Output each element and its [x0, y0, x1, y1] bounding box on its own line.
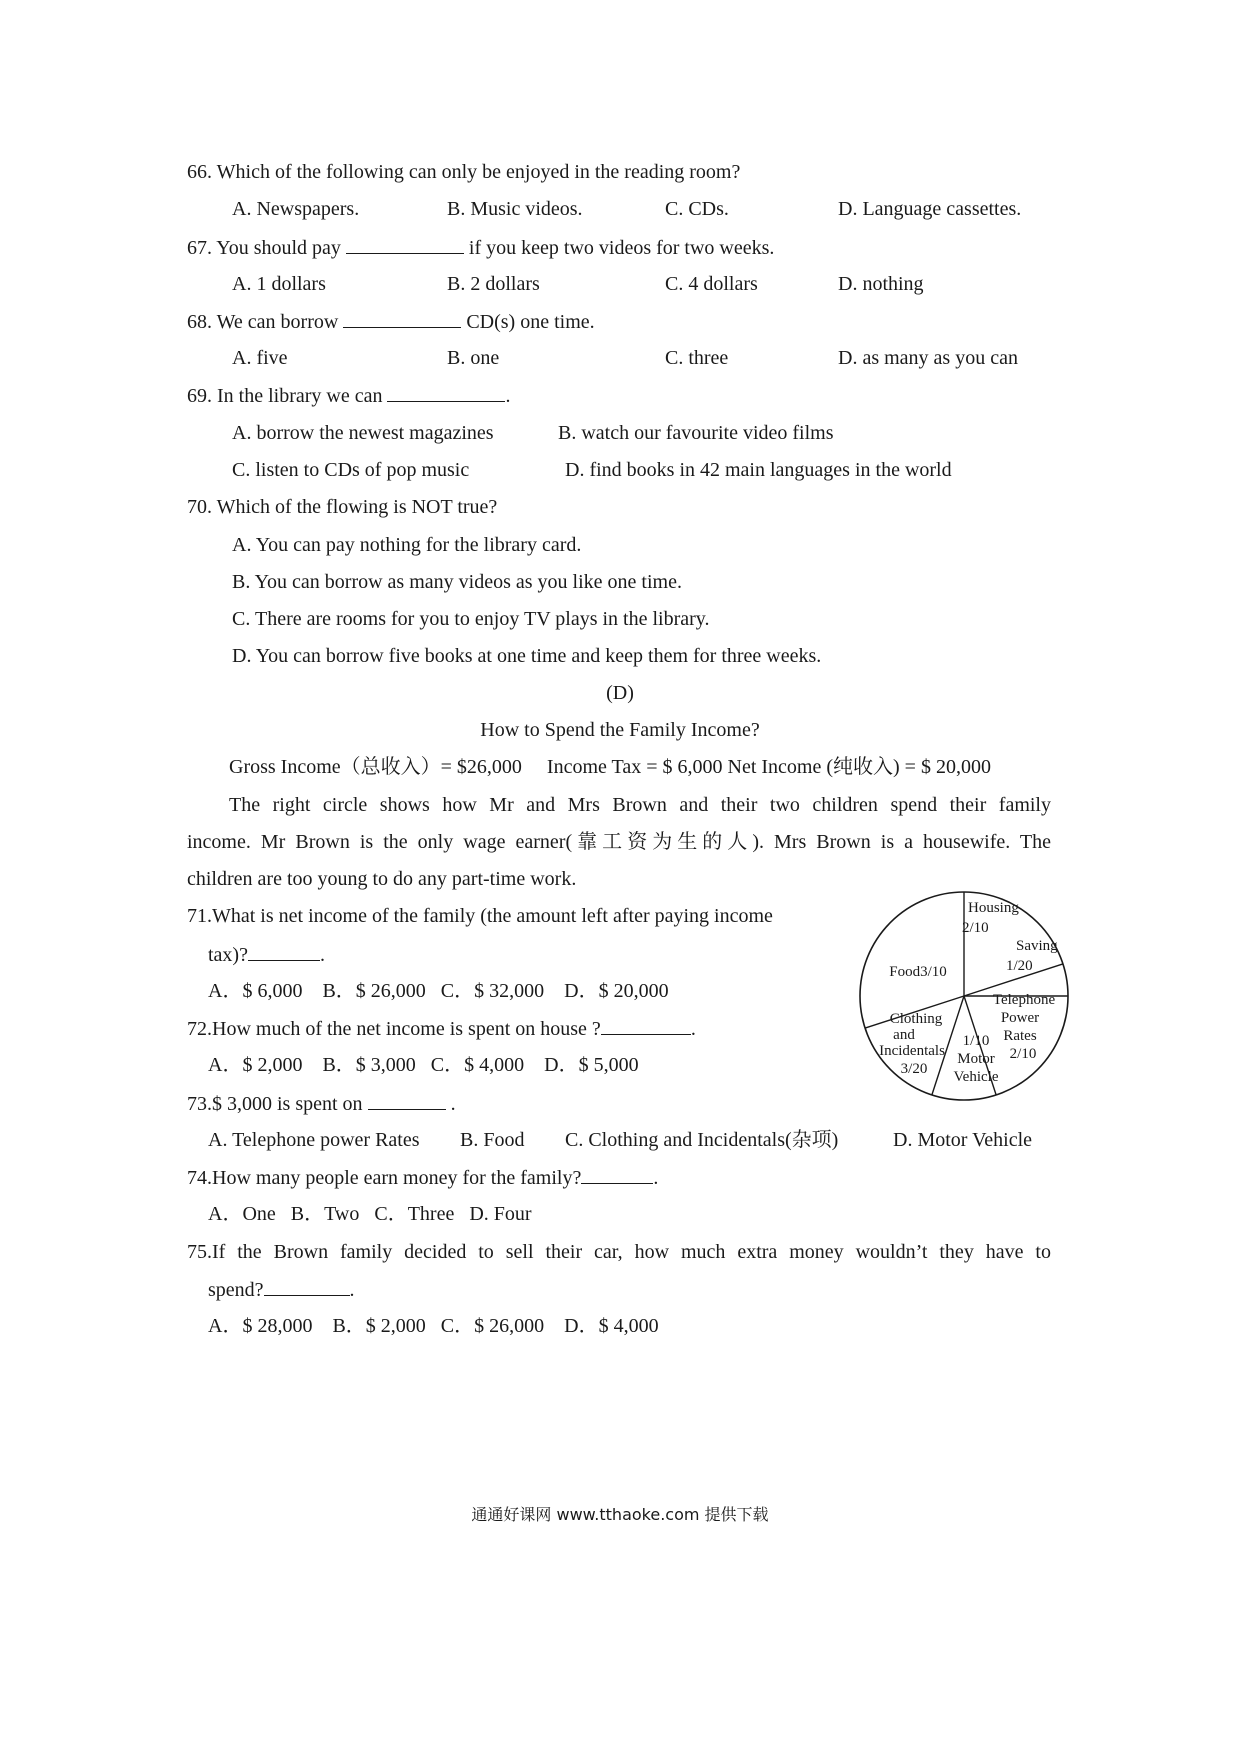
q70-option-c: C. There are rooms for you to enjoy TV plays in the library.: [232, 608, 710, 630]
pie-slice-label: Motor: [957, 1051, 995, 1067]
footer-credit: 通通好课网 www.tthaoke.com 提供下载: [471, 1505, 769, 1524]
pie-slice-label: Saving: [1016, 938, 1058, 954]
pie-slice-label: and: [893, 1027, 915, 1043]
q69-stem: [187, 383, 510, 408]
family-income-pie-chart: [858, 890, 1078, 1102]
q68-stem: [187, 309, 595, 334]
q75-stem-cont: [208, 1277, 355, 1302]
q73-option-b: B. Food: [460, 1129, 525, 1151]
q67-option-a: A. 1 dollars: [232, 273, 326, 295]
pie-slice-label: Rates: [1003, 1028, 1037, 1044]
pie-slice-label: Telephone: [992, 992, 1056, 1008]
q67-answer-blank: [346, 235, 464, 254]
q69-option-c: C. listen to CDs of pop music: [232, 459, 470, 481]
pie-slice-label: Power: [1000, 1010, 1040, 1026]
q73-option-c: C. Clothing and Incidentals(杂项): [565, 1129, 839, 1151]
q72-options: A．$ 2,000 B．$ 3,000 C．$ 4,000 D．$ 5,000: [208, 1054, 639, 1076]
q68-option-b: B. one: [447, 347, 500, 369]
q68-option-c: C. three: [665, 347, 729, 369]
pie-slice-label: Food3/10: [889, 964, 947, 980]
paragraph-line-3: children are too young to do any part-time work.: [187, 868, 577, 890]
section-title: How to Spend the Family Income?: [480, 719, 760, 741]
pie-slice-label: Incidentals: [879, 1043, 945, 1059]
q72-period: .: [690, 1018, 696, 1040]
q67-option-b: B. 2 dollars: [447, 273, 540, 295]
pie-slice-label: 1/10: [962, 1033, 990, 1049]
pie-slice-label: 3/20: [900, 1061, 928, 1077]
q72-stem: [187, 1016, 696, 1041]
q67-stem-end: if you keep two videos for two weeks.: [468, 237, 775, 259]
q73-option-a: A. Telephone power Rates: [208, 1129, 420, 1151]
q74-answer-blank: [581, 1165, 653, 1184]
q68-stem-start: 68. We can borrow: [187, 311, 339, 333]
pie-slice-label: 1/20: [1006, 958, 1033, 974]
q69-answer-blank: [387, 383, 505, 402]
q75-answer-blank: [264, 1277, 350, 1296]
pie-slice-label: Housing: [968, 900, 1019, 916]
q73-period: .: [450, 1093, 456, 1115]
q67-stem-start: 67. You should pay: [187, 237, 341, 259]
q67-option-d: D. nothing: [838, 273, 924, 295]
q74-period: .: [653, 1167, 659, 1189]
q68-answer-blank: [343, 309, 461, 328]
q69-option-d: D. find books in 42 main languages in the world: [565, 459, 952, 481]
q71-period: .: [319, 944, 325, 966]
q68-option-d: D. as many as you can: [838, 347, 1018, 369]
q70-option-a: A. You can pay nothing for the library card.: [232, 534, 582, 556]
q70-stem: 70. Which of the flowing is NOT true?: [187, 496, 498, 518]
q71-stem-end-text: tax)?: [208, 944, 248, 966]
q75-period: .: [349, 1279, 355, 1301]
q73-answer-blank: [368, 1091, 446, 1110]
q66-option-c: C. CDs.: [665, 198, 729, 220]
q66-stem: 66. Which of the following can only be enjoyed in the reading room?: [187, 161, 741, 183]
q71-stem: 71.What is net income of the family (the amount left after paying income: [187, 905, 773, 927]
q71-options: A．$ 6,000 B．$ 26,000 C．$ 32,000 D．$ 20,000: [208, 980, 669, 1002]
q68-stem-end: CD(s) one time.: [466, 311, 595, 333]
q73-stem-text: 73.$ 3,000 is spent on: [187, 1093, 363, 1115]
q70-option-b: B. You can borrow as many videos as you like one time.: [232, 571, 682, 593]
q69-stem-end: .: [505, 385, 511, 407]
q73-option-d: D. Motor Vehicle: [893, 1129, 1033, 1151]
paragraph-line-1: The right circle shows how Mr and Mrs Brown and their two children spend their family: [229, 794, 1051, 816]
paragraph-line-2: income. Mr Brown is the only wage earner(靠工资为生的人). Mrs Brown is a housewife. The: [187, 831, 1051, 853]
income-summary: Gross Income（总收入）= $26,000 Income Tax = $ 6,000 Net Income (纯收入) = $ 20,000: [229, 756, 991, 778]
section-label: (D): [606, 682, 634, 704]
q69-stem-start: 69. In the library we can: [187, 385, 383, 407]
q73-stem: [187, 1091, 456, 1116]
q69-option-a: A. borrow the newest magazines: [232, 422, 494, 444]
q66-option-d: D. Language cassettes.: [838, 198, 1022, 220]
q74-options: A．One B．Two C．Three D. Four: [208, 1203, 532, 1225]
q68-option-a: A. five: [232, 347, 288, 369]
q67-stem: [187, 235, 774, 260]
pie-slice-label: Vehicle: [953, 1069, 999, 1085]
q75-options: A．$ 28,000 B．$ 2,000 C．$ 26,000 D．$ 4,000: [208, 1315, 659, 1337]
q74-stem-text: 74.How many people earn money for the family?: [187, 1167, 582, 1189]
pie-slice-label: 2/10: [962, 920, 989, 936]
q71-answer-blank: [248, 942, 320, 961]
q66-option-a: A. Newspapers.: [232, 198, 360, 220]
pie-slice-label: Clothing: [889, 1011, 943, 1027]
q69-option-b: B. watch our favourite video films: [558, 422, 834, 444]
q67-option-c: C. 4 dollars: [665, 273, 758, 295]
q70-option-d: D. You can borrow five books at one time and keep them for three weeks.: [232, 645, 822, 667]
q72-answer-blank: [601, 1016, 691, 1035]
q75-stem: 75.If the Brown family decided to sell their car, how much extra money wouldn’t they have to: [187, 1241, 1051, 1263]
q66-option-b: B. Music videos.: [447, 198, 583, 220]
q74-stem: [187, 1165, 658, 1190]
pie-slice-label: 2/10: [1009, 1046, 1037, 1062]
q75-stem-end-text: spend?: [208, 1279, 264, 1301]
q72-stem-text: 72.How much of the net income is spent on house ?: [187, 1018, 601, 1040]
q71-stem-cont: [208, 942, 325, 967]
